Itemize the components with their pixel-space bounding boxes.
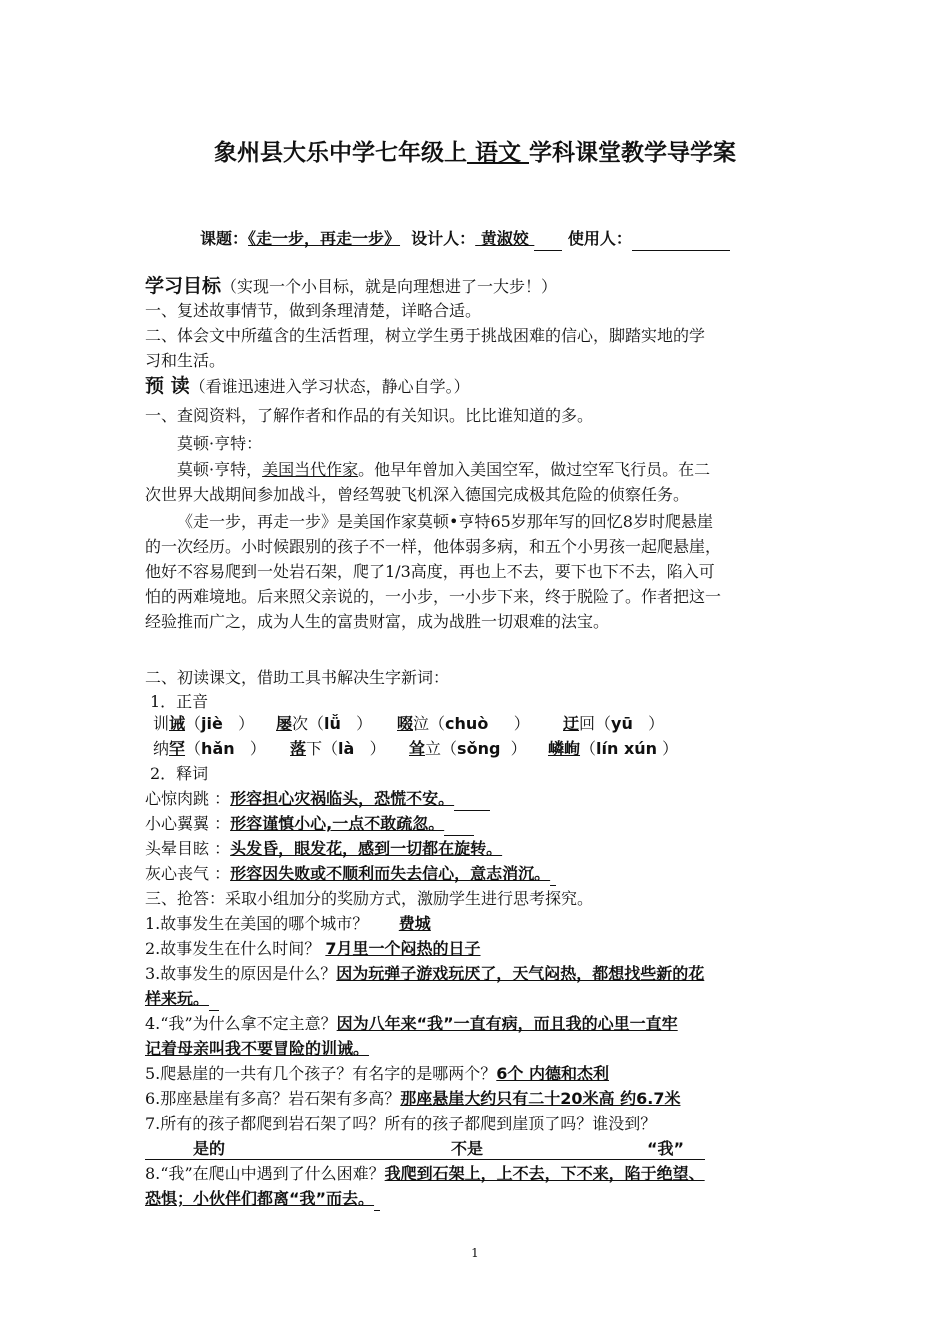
- author-para-line1: 莫顿·亨特，美国当代作家。他早年曾加入美国空军，做过空军飞行员。在二: [177, 460, 711, 479]
- quiz-q6: 6.那座悬崖有多高？岩石架有多高？那座悬崖大约只有二十20米高 约6.7米: [145, 1089, 681, 1108]
- goal-item-2-line1: 二、体会文中所蕴含的生活哲理，树立学生勇于挑战困难的信心，脚踏实地的学: [145, 326, 706, 345]
- def-row: 头晕目眩 ：头发昏，眼发花，感到一切都在旋转。: [145, 839, 503, 858]
- quiz-a7-2: 不是: [451, 1139, 484, 1158]
- pron-item: 迂回（yū ）: [563, 714, 665, 733]
- author-link: 美国当代作家: [262, 460, 359, 479]
- vocab-sub-2: 2．释词: [150, 764, 209, 783]
- preview-note: （看谁迅速进入学习状态，静心自学。）: [189, 377, 470, 396]
- quiz-a5: 6个 内德和杰利: [496, 1064, 609, 1083]
- topic-value: 《走一步，再走一步》: [248, 229, 401, 248]
- quiz-q7: 7.所有的孩子都爬到岩石架了吗？所有的孩子都爬到崖顶了吗？谁没到？: [145, 1114, 657, 1133]
- quiz-a8: 我爬到石架上，上不去，下不来，陷于绝望、: [384, 1164, 705, 1183]
- designer-label: 设计人：: [411, 229, 476, 248]
- designer-value: 黄淑姣: [475, 229, 535, 248]
- work-para-line5: 经验推而广之，成为人生的富贵财富，成为战胜一切艰难的法宝。: [145, 612, 610, 631]
- quiz-q3: 3.故事发生的原因是什么？因为玩弹子游戏玩厌了，天气闷热，都想找些新的花: [145, 964, 705, 983]
- title-part2: 学科课堂教学导学案: [529, 140, 736, 166]
- quiz-a2: 7月里一个闷热的日子: [325, 939, 481, 958]
- title-part1: 象州县大乐中学七年级上: [213, 140, 467, 166]
- vocab-sub-1: 1．正音: [150, 692, 209, 711]
- pron-item: 嶙峋（lín xún ）: [548, 739, 679, 758]
- work-para-line2: 的一次经历。小时候跟别的孩子不一样，他体弱多病，和五个小男孩一起爬悬崖，: [145, 537, 722, 556]
- pron-item: 啜泣（chuò ）: [397, 714, 530, 733]
- pron-item: 落下（là ）: [290, 739, 386, 758]
- quiz-a3: 因为玩弹子游戏玩厌了，天气闷热，都想找些新的花: [336, 964, 705, 983]
- goal-item-1: 一、复述故事情节，做到条理清楚，详略合适。: [145, 301, 482, 320]
- page-number: 1: [471, 1246, 479, 1260]
- preview-item-1: 一、查阅资料，了解作者和作品的有关知识。比比谁知道的多。: [145, 406, 594, 425]
- work-para-line1: 《走一步，再走一步》是美国作家莫顿•亨特65岁那年写的回忆8岁时爬悬崖: [177, 512, 713, 531]
- quiz-a7-3: “我”: [647, 1139, 685, 1158]
- preview-heading: 预 读: [145, 375, 190, 397]
- meta-line: [200, 227, 730, 251]
- title-subject: 语文: [466, 140, 529, 166]
- quiz-a1: 费城: [398, 914, 431, 933]
- quiz-a3-cont: 样来玩。: [145, 987, 219, 1011]
- goal-item-2-line2: 习和生活。: [145, 351, 226, 370]
- quiz-intro: 三、抢答：采取小组加分的奖励方式，激励学生进行思考探究。: [145, 889, 594, 908]
- user-blank: [632, 232, 730, 251]
- user-label: 使用人：: [567, 229, 632, 248]
- quiz-a7-line: [145, 1137, 705, 1160]
- goals-heading: 学习目标: [145, 275, 222, 297]
- page-title: [0, 134, 950, 167]
- def-row: 小心翼翼 ：形容谨慎小心,一点不敢疏忽。: [145, 812, 474, 836]
- def-row: 心惊肉跳 ：形容担心灾祸临头，恐慌不安。: [145, 787, 490, 811]
- quiz-q4: 4.“我”为什么拿不定主意？因为八年来“我”一直有病，而且我的心里一直牢: [145, 1014, 678, 1033]
- quiz-a4-cont: 记着母亲叫我不要冒险的训诫。: [145, 1039, 370, 1058]
- quiz-q2: 2.故事发生在什么时间？ 7月里一个闷热的日子: [145, 939, 481, 958]
- pron-item: 纳罕（hǎn ）: [153, 739, 266, 758]
- quiz-a6: 那座悬崖大约只有二十20米高 约6.7米: [400, 1089, 681, 1108]
- quiz-q1: 1.故事发生在美国的哪个城市？ 费城: [145, 914, 431, 933]
- quiz-q8: 8.“我”在爬山中遇到了什么困难？我爬到石架上，上不去，下不来，陷于绝望、: [145, 1164, 705, 1183]
- pron-item: 耸立（sǒng ）: [409, 739, 527, 758]
- quiz-a7-1: 是的: [193, 1139, 226, 1158]
- pron-item: 屡次（lǚ ）: [276, 714, 373, 733]
- topic-label: 课题：: [200, 229, 249, 248]
- preview-heading-line: [145, 374, 470, 398]
- pron-item: 训诫（jiè ）: [153, 714, 255, 733]
- author-heading: 莫顿·亨特：: [177, 434, 263, 453]
- def-row: 灰心丧气 ：形容因失败或不顺利而失去信心，意志消沉。: [145, 862, 556, 886]
- work-para-line4: 怕的两难境地。后来照父亲说的，一小步，一小步下来，终于脱险了。作者把这一: [145, 587, 722, 606]
- goals-heading-line: [145, 274, 557, 298]
- goals-note: （实现一个小目标，就是向理想进了一大步！）: [221, 277, 558, 296]
- quiz-a4: 因为八年来“我”一直有病，而且我的心里一直牢: [336, 1014, 678, 1033]
- vocab-item-2: 二、初读课文，借助工具书解决生字新词：: [145, 668, 450, 687]
- quiz-q5: 5.爬悬崖的一共有几个孩子？有名字的是哪两个？6个 内德和杰利: [145, 1064, 609, 1083]
- author-para-line2: 次世界大战期间参加战斗，曾经驾驶飞机深入德国完成极其危险的侦察任务。: [145, 485, 690, 504]
- work-para-line3: 他好不容易爬到一处岩石架，爬了1/3高度，再也上不去，要下也下不去，陷入可: [145, 562, 715, 581]
- quiz-a8-cont: 恐惧；小伙伴们都离“我”而去。: [145, 1187, 380, 1211]
